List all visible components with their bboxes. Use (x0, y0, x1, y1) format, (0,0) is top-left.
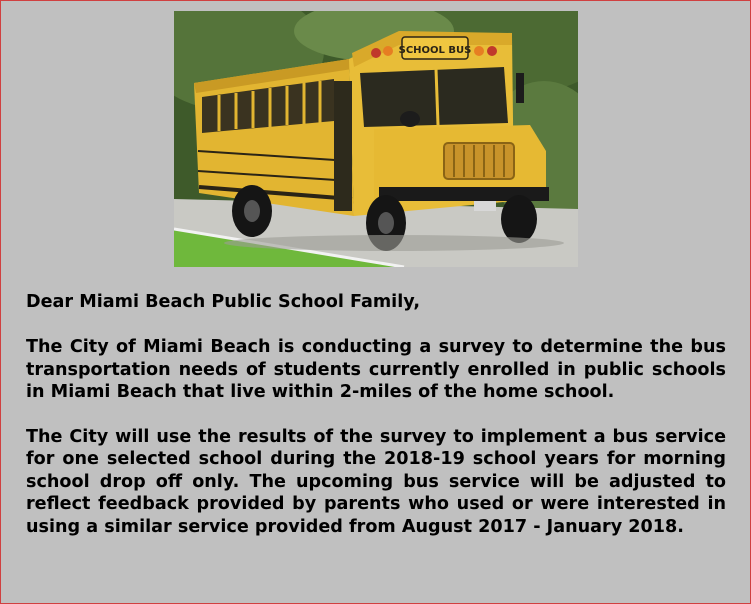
far-front-wheel (501, 195, 537, 243)
windshield (360, 67, 508, 127)
crossover-mirror (400, 111, 420, 127)
warning-light (371, 48, 381, 58)
front-hub (378, 212, 394, 234)
license-plate (474, 201, 496, 211)
windshield-divider (436, 69, 438, 125)
rear-hub (244, 200, 260, 222)
warning-light (474, 46, 484, 56)
paragraph-bus-service: The City will use the results of the survey to implement a bus service for one selected school during the 2018-19 school years for morning school drop off only. The upcoming bus service will be adjusted to reflect feedback provided by parents who used or were interested in using a similar service provided from August 2017 - January 2018. (26, 426, 726, 537)
entry-door (334, 81, 352, 211)
salutation: Dear Miami Beach Public School Family, (26, 292, 421, 312)
bus-shadow (224, 235, 564, 251)
side-mirror (516, 73, 524, 103)
school-bus-photo (174, 11, 578, 267)
warning-light (383, 46, 393, 56)
paragraph-survey-purpose: The City of Miami Beach is conducting a survey to determine the bus transportation needs of students currently enrolled in public schools in Miami Beach that live within 2-miles of the home school. (26, 337, 726, 402)
letter-body (26, 291, 726, 538)
warning-light (487, 46, 497, 56)
school-bus-sign-text: SCHOOL BUS (398, 45, 472, 56)
